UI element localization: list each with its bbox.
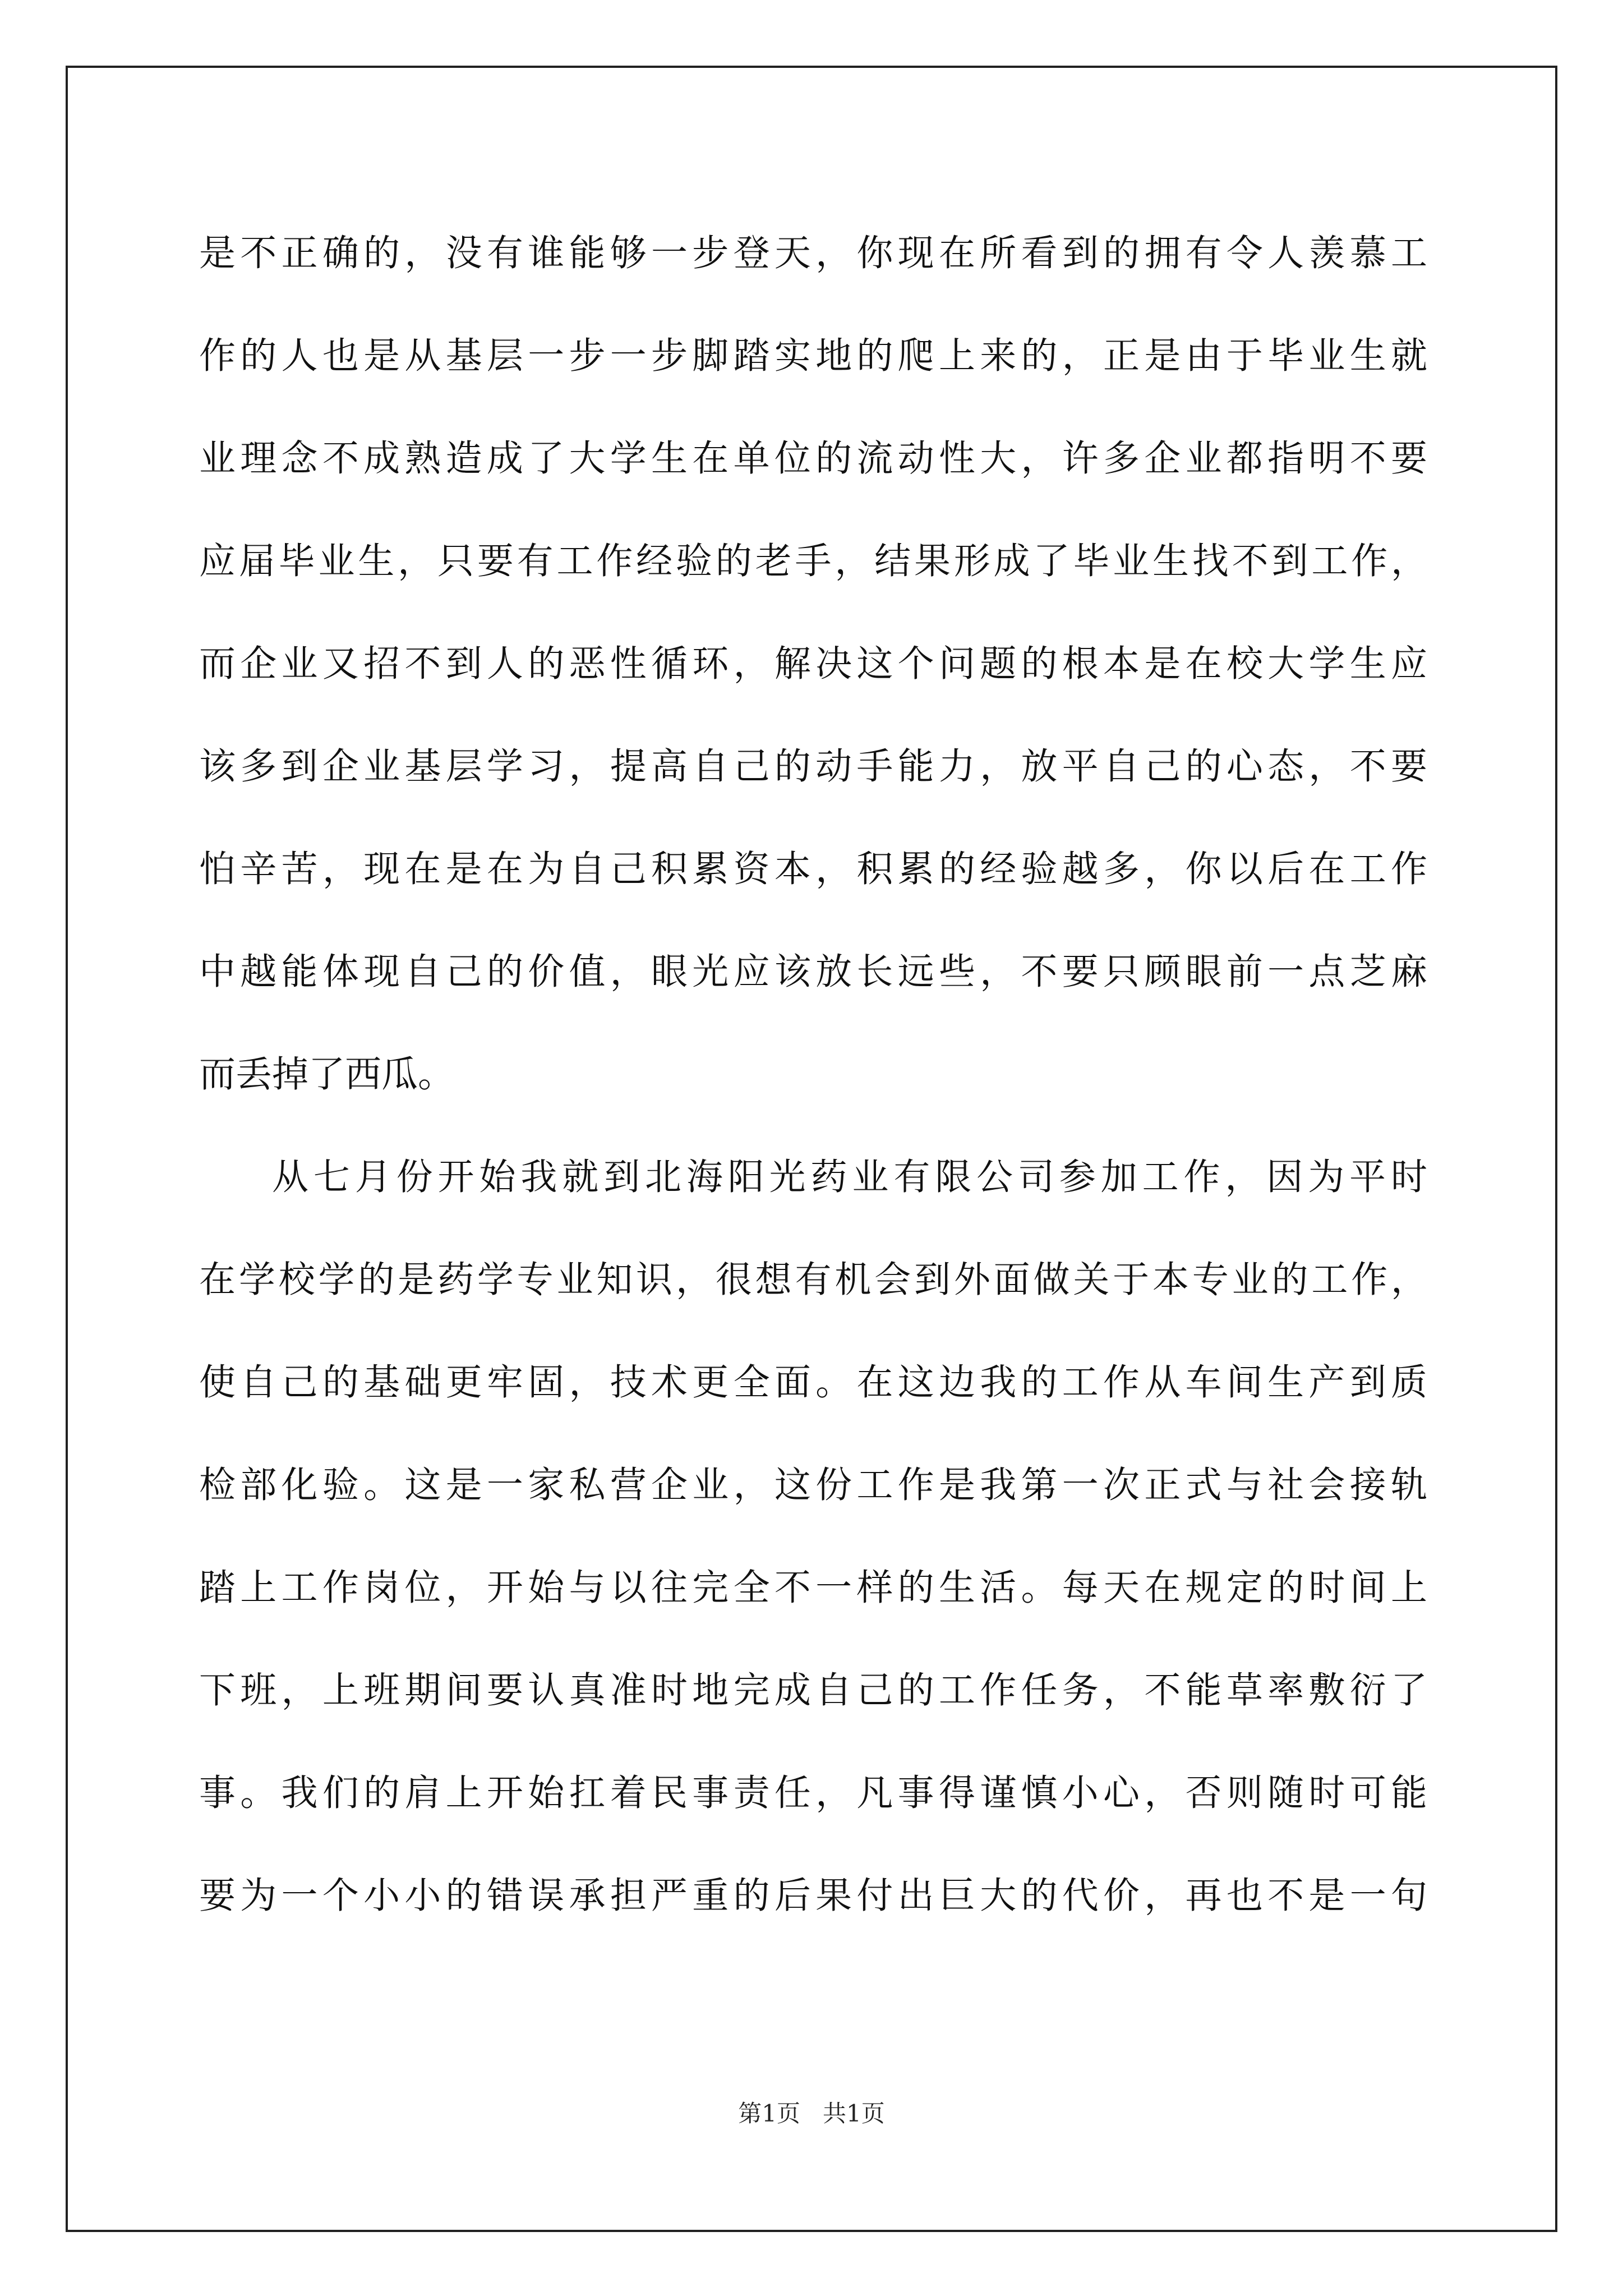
text-line: 怕辛苦，现在是在为自己积累资本，积累的经验越多，你以后在工作 bbox=[199, 848, 1427, 890]
text-line: 业理念不成熟造成了大学生在单位的流动性大，许多企业都指明不要 bbox=[199, 438, 1427, 480]
document-body bbox=[199, 202, 1427, 1947]
text-line: 下班，上班期间要认真准时地完成自己的工作任务，不能草率敷衍了 bbox=[199, 1669, 1427, 1711]
text-line: 检部化验。这是一家私营企业，这份工作是我第一次正式与社会接轨 bbox=[199, 1464, 1427, 1506]
text-line: 踏上工作岗位，开始与以往完全不一样的生活。每天在规定的时间上 bbox=[199, 1567, 1427, 1609]
text-line: 中越能体现自己的价值，眼光应该放长远些，不要只顾眼前一点芝麻 bbox=[199, 951, 1427, 993]
text-line: 而丢掉了西瓜。 bbox=[199, 1053, 455, 1096]
text-line: 从七月份开始我就到北海阳光药业有限公司参加工作，因为平时 bbox=[272, 1156, 1427, 1198]
text-line: 应届毕业生，只要有工作经验的老手，结果形成了毕业生找不到工作， bbox=[199, 540, 1427, 582]
text-line: 使自己的基础更牢固，技术更全面。在这边我的工作从车间生产到质 bbox=[199, 1361, 1427, 1404]
page-number-footer: 第1页 共1页 bbox=[738, 2100, 885, 2127]
text-line: 而企业又招不到人的恶性循环，解决这个问题的根本是在校大学生应 bbox=[199, 643, 1427, 685]
text-line: 是不正确的，没有谁能够一步登天，你现在所看到的拥有令人羡慕工 bbox=[199, 232, 1427, 274]
paragraph-1 bbox=[199, 202, 1427, 1126]
paragraph-2 bbox=[199, 1126, 1427, 1947]
text-line: 事。我们的肩上开始扛着民事责任，凡事得谨慎小心，否则随时可能 bbox=[199, 1772, 1427, 1814]
text-line: 作的人也是从基层一步一步脚踏实地的爬上来的，正是由于毕业生就 bbox=[199, 335, 1427, 377]
text-line: 要为一个小小的错误承担严重的后果付出巨大的代价，再也不是一句 bbox=[199, 1875, 1427, 1917]
text-line: 在学校学的是药学专业知识，很想有机会到外面做关于本专业的工作， bbox=[199, 1259, 1427, 1301]
text-line: 该多到企业基层学习，提高自己的动手能力，放平自己的心态，不要 bbox=[199, 746, 1427, 788]
